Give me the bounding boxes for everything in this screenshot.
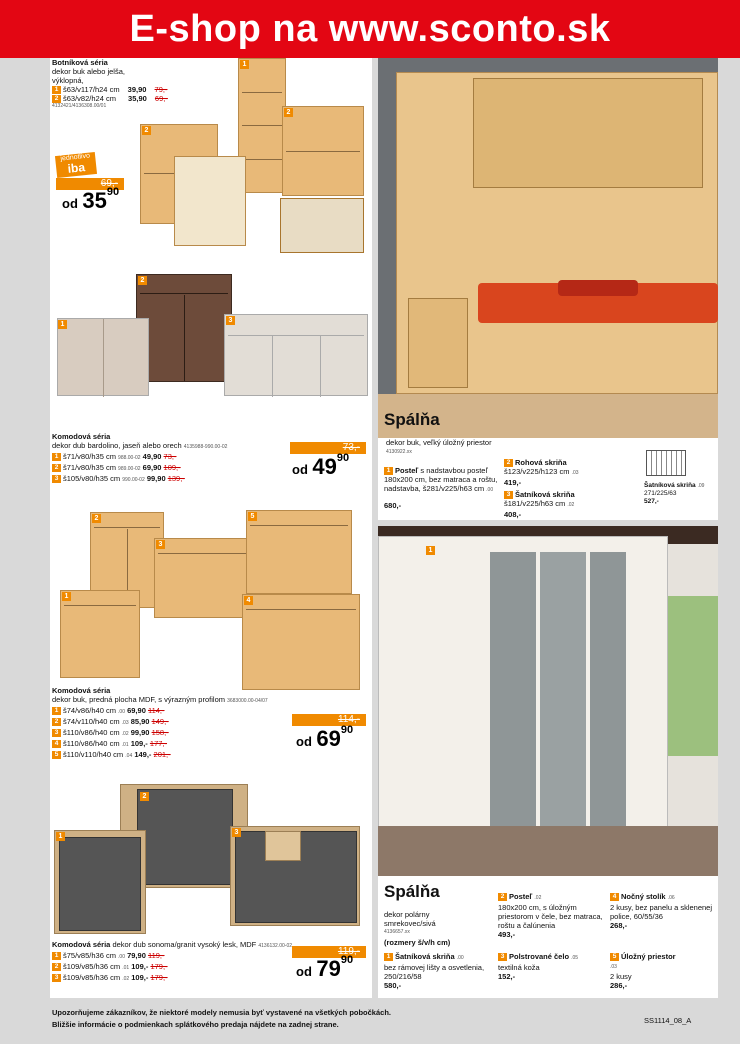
komoda1-old-price: 73,- <box>290 442 366 454</box>
komoda1-dark <box>136 274 232 382</box>
spalna2-code: 4136657.xx <box>384 929 410 935</box>
komoda1-title: Komodová séria <box>52 432 111 441</box>
spalna2-title: Spálňa <box>384 882 440 901</box>
shoe-cabinet-open-2 <box>280 198 364 253</box>
komoda1-light-small <box>57 318 149 396</box>
shoe-cabinet-open <box>174 156 246 246</box>
spalna1-desc: dekor buk, veľký úložný priestor <box>386 438 492 447</box>
spalna2-photo <box>378 526 718 876</box>
footer-code: SS1114_08_A <box>644 1016 692 1025</box>
spalna1-item-2: 2 Rohová skriňa š123/v225/h123 cm .03 419,- <box>504 458 579 488</box>
spalna1-panel <box>378 58 718 520</box>
komoda2-row-3: 3 š110/v86/h40 cm .02 99,90 158,- <box>52 728 372 739</box>
komoda1-price: od $49^{90}$ <box>292 452 350 479</box>
komoda3-drawings <box>50 778 372 938</box>
botnik-section <box>52 58 372 358</box>
footer-line-1: Upozorňujeme zákazníkov, že niektoré modely nemusia byť vystavené na všetkých pobočkách. <box>52 1008 391 1017</box>
komoda3-header: Komodová séria dekor dub sonoma/granit vysoký lesk, MDF 4136132.00-02 <box>52 940 293 949</box>
spalna1-item-4: Šatníková skriňa .09 271/225/63 527,- <box>644 482 705 505</box>
komoda3-section <box>52 940 372 996</box>
komoda3-tag-2: 2 <box>140 792 149 801</box>
komoda3-row-3: 3 š109/v85/h36 cm .02 109,- 179,- <box>52 973 372 984</box>
spalna1-item-1: 1 Posteľ s nadstavbou posteľ 180x200 cm, bez matraca a roštu, nadstavba, š281/v225/h63 cm .00 680,- <box>384 466 498 511</box>
spalna2-tag-1: 1 <box>426 546 435 555</box>
spalna2-item-4: 4 Nočný stolík .06 2 kusy, bez panelu a sklenenej police, 60/55/36 268,- <box>610 892 713 930</box>
spalna2-note: (rozmery š/v/h cm) <box>384 938 451 947</box>
botnik-tag-2: 2 <box>142 126 151 135</box>
botnik-old-price: 69,- <box>56 178 124 190</box>
spalna2-item-1: 1 Šatníková skriňa .00 bez rámovej lišty a osvetlenia, 250/216/58 580,- <box>384 952 485 990</box>
botnik-row-2: 2 š63/v82/h24 cm 35,90 69,- <box>52 94 372 103</box>
spalna2-item-5: 5 Úložný priestor .03 2 kusy 286,- <box>610 952 676 991</box>
komoda3-tag-1: 1 <box>56 832 65 841</box>
komoda2-row-4: 4 š110/v86/h40 cm .01 109,- 177,- <box>52 739 372 750</box>
komoda3-old-price: 119,- <box>292 946 366 958</box>
komoda2-row-1: 1 š74/v86/h40 cm .00 69,90 114,- <box>52 706 372 717</box>
wardrobe-icon <box>646 450 686 476</box>
komoda2-row-2: 2 š74/v110/h40 cm .03 85,90 149,- <box>52 717 372 728</box>
botnik-title: Botníková séria <box>52 58 108 67</box>
botnik-price: od $35^{90}$ <box>62 186 120 213</box>
komoda2-row-5: 5 š110/v110/h40 cm .04 149,- 201,- <box>52 750 372 761</box>
spalna1-code: 4130922.xx <box>386 449 412 455</box>
komoda2-desc: dekor buk, predná plocha MDF, s výrazným profilom 3683000.00-04/07 <box>52 695 268 704</box>
botnik-desc1: dekor buk alebo jelša, <box>52 67 125 76</box>
komoda3-price: od $79^{90}$ <box>296 954 354 981</box>
komoda2-tag-5: 5 <box>248 512 257 521</box>
botnik-badge: jednotlivo iba <box>55 152 97 178</box>
spalna2-desc1: dekor polárny <box>384 910 430 919</box>
komoda2-cab-1 <box>60 590 140 678</box>
komoda2-tag-2: 2 <box>92 514 101 523</box>
spalna1-item-3: 3 Šatníková skriňa š181/v225/h63 cm .02 408,- <box>504 490 575 520</box>
spalna2-desc2: smrekovec/sivá <box>384 919 436 928</box>
komoda3-cab-3 <box>230 826 360 926</box>
komoda1-tag-3: 3 <box>226 316 235 325</box>
komoda2-old-price: 114,- <box>292 714 366 726</box>
komoda3-row-2: 2 š109/v85/h36 cm .01 109,- 179,- <box>52 962 372 973</box>
spalna1-title: Spálňa <box>384 410 440 429</box>
komoda2-price: od $69^{90}$ <box>296 724 354 751</box>
komoda2-cab-3 <box>154 538 254 618</box>
komoda1-light-wide <box>224 314 368 396</box>
botnik-code: 4132421/4136308.00/01 <box>52 103 107 110</box>
komoda1-tag-1: 1 <box>58 320 67 329</box>
komoda2-section <box>52 686 372 770</box>
spalna1-photo <box>378 58 718 438</box>
page-header: E-shop na www.sconto.sk <box>0 0 740 58</box>
komoda2-cab-5 <box>246 510 352 594</box>
botnik-tag-3: 2 <box>284 108 293 117</box>
footer-line-2: Bližšie informácie o podmienkach splátkového predaja nájdete na zadnej strane. <box>52 1020 339 1029</box>
komoda2-title: Komodová séria <box>52 686 111 695</box>
komoda1-row-2: 2 š71/v80/h35 cm 989.00-02 69,90 109,- <box>52 463 372 474</box>
komoda2-tag-3: 3 <box>156 540 165 549</box>
botnik-desc2: výklopná, <box>52 76 84 85</box>
left-panel <box>50 58 372 998</box>
komoda1-desc: dekor dub bardolino, jaseň alebo orech 4135988-990.00-02 <box>52 441 228 450</box>
komoda3-row-1: 1 š75/v85/h36 cm .00 79,90 119,- <box>52 951 372 962</box>
botnik-tag-1: 1 <box>240 60 249 69</box>
spalna2-item-2: 2 Posteľ .02 180x200 cm, s úložným priestorom v čele, bez matraca, roštu a čalúnenia 493,- <box>498 892 603 939</box>
komoda2-tag-1: 1 <box>62 592 71 601</box>
komoda1-row-3: 3 š105/v80/h35 cm 990.00-02 99,90 139,- <box>52 474 372 485</box>
komoda1-tag-2: 2 <box>138 276 147 285</box>
komoda2-cab-4 <box>242 594 360 690</box>
komoda1-row-1: 1 š71/v80/h35 cm 988.00-02 49,90 73,- <box>52 452 372 463</box>
komoda3-tag-3: 3 <box>232 828 241 837</box>
komoda1-section <box>52 432 372 512</box>
komoda3-cab-1 <box>54 830 146 934</box>
botnik-row-1: 1 š63/v117/h24 cm 39,90 79,- <box>52 85 372 94</box>
komoda2-drawings <box>50 510 372 696</box>
komoda2-tag-4: 4 <box>244 596 253 605</box>
spalna2-panel <box>378 526 718 998</box>
spalna2-item-3: 3 Polstrované čelo .05 textilná koža 152,- <box>498 952 579 981</box>
shoe-cabinet-tall-2 <box>282 106 364 196</box>
